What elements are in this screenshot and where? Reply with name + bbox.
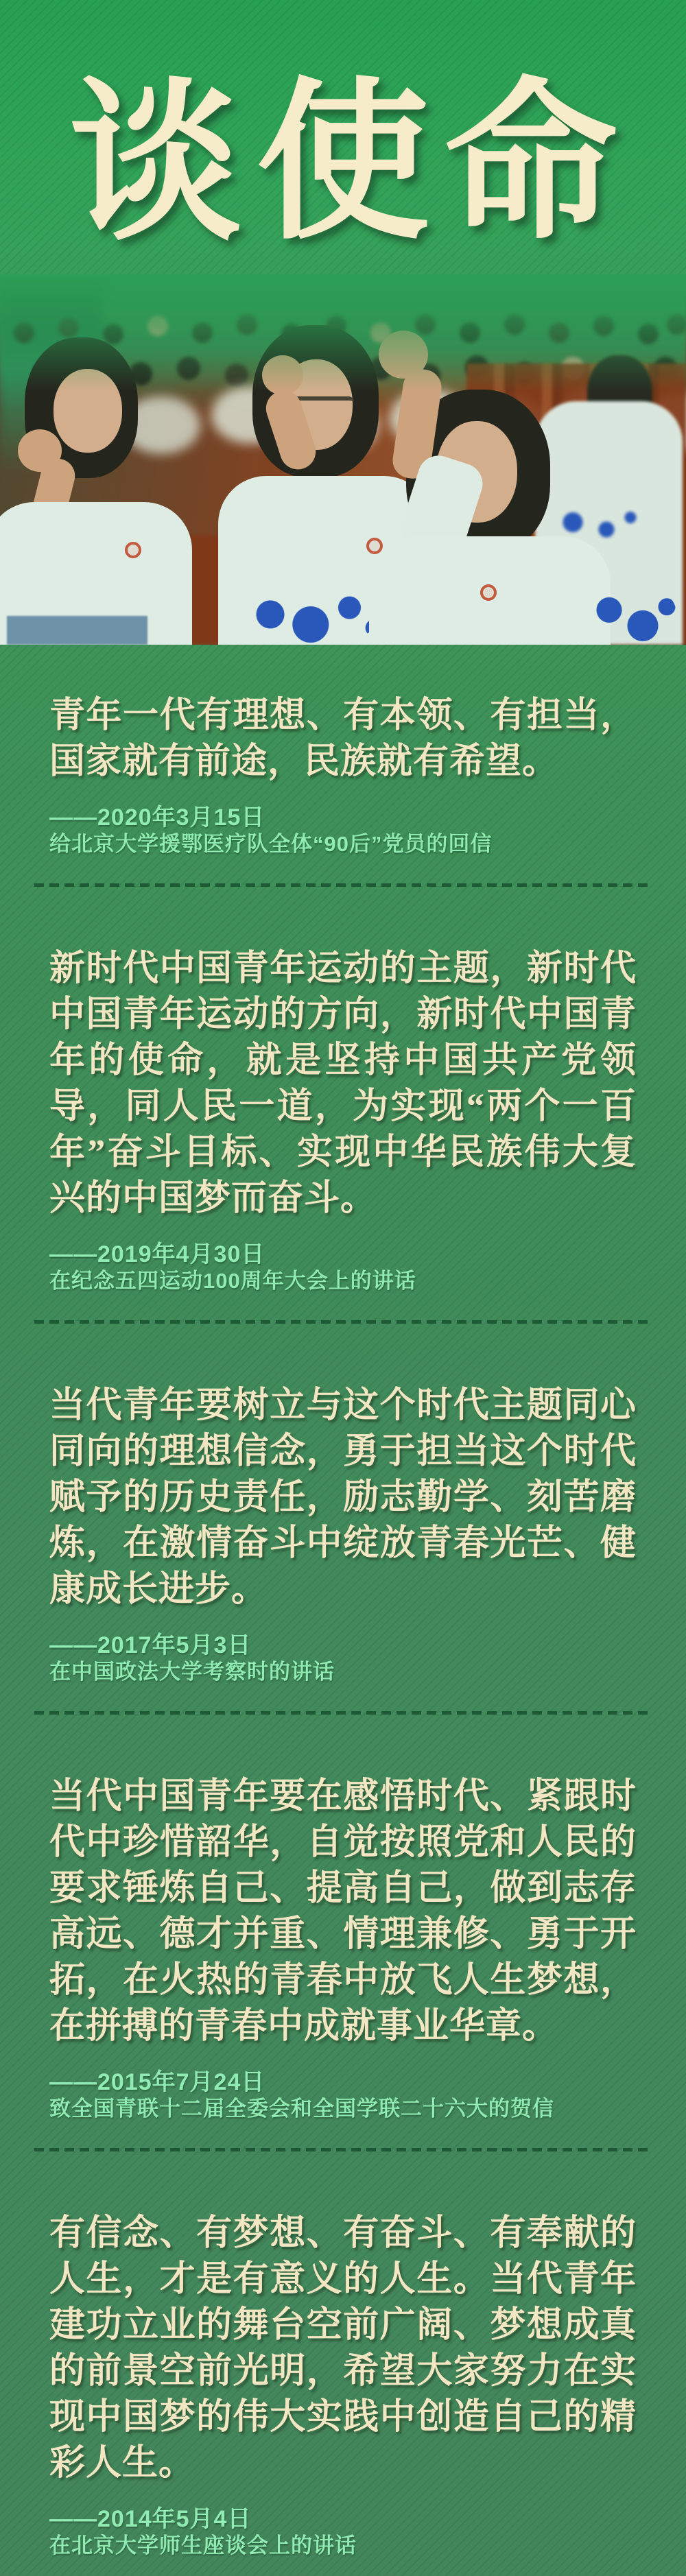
quote-date: ——2020年3月15日: [49, 804, 265, 831]
quote-source: 给北京大学援鄂医疗队全体“90后”党员的回信: [49, 832, 493, 856]
quote-text: 新时代中国青年运动的主题，新时代中国青年运动的方向，新时代中国青年的使命，就是坚持中国共产党领导，同人民一道，为实现“两个一百年”奋斗目标、实现中华民族伟大复兴的中国梦而奋斗。: [49, 949, 637, 1218]
quote-text: 青年一代有理想、有本领、有担当，国家就有前途，民族就有希望。: [49, 696, 637, 781]
quote-date: ——2015年7月24日: [49, 2069, 265, 2095]
photo-top-green-blend: [0, 274, 686, 391]
dashed-divider: [34, 2148, 652, 2151]
dashed-divider: [34, 883, 652, 887]
quote-block-2017: [49, 1383, 637, 1715]
quote-source: 在中国政法大学考察时的讲话: [49, 1660, 335, 1684]
quote-source: 在北京大学师生座谈会上的讲话: [49, 2533, 357, 2557]
quote-block-2015: [49, 1774, 637, 2151]
poster-title: 谈使命: [68, 68, 632, 260]
quote-text: 有信念、有梦想、有奋斗、有奉献的人生，才是有意义的人生。当代青年建功立业的舞台空前广阔、梦想成真的前景空前光明，希望大家努力在实现中国梦的伟大实践中创造自己的精彩人生。: [49, 2214, 637, 2483]
quote-block-2020: [49, 693, 637, 887]
quote-text: 当代中国青年要在感悟时代、紧跟时代中珍惜韶华，自觉按照党和人民的要求锤炼自己、提高自己，做到志存高远、德才并重、情理兼修、勇于开拓，在火热的青春中放飞人生梦想，在拼搏的青春中成就事业华章。: [49, 1777, 637, 2046]
quote-block-2019: [49, 946, 637, 1324]
dashed-divider: [34, 1711, 652, 1715]
quote-date: ——2019年4月30日: [49, 1241, 265, 1267]
quote-text: 当代青年要树立与这个时代主题同心同向的理想信念，勇于担当这个时代赋予的历史责任，励志勤学、刻苦磨炼，在激情奋斗中绽放青春光芒、健康成长进步。: [49, 1386, 637, 1609]
quotes-section: [0, 693, 686, 2576]
oath-ceremony-photo: [0, 274, 686, 645]
quote-source: 在纪念五四运动100周年大会上的讲话: [49, 1269, 416, 1293]
quote-block-2014: [49, 2210, 637, 2576]
quote-date: ——2017年5月3日: [49, 1632, 252, 1658]
quote-source: 致全国青联十二届全委会和全国学联二十六大的贺信: [49, 2097, 554, 2121]
dashed-divider: [34, 1320, 652, 1324]
quote-date: ——2014年5月4日: [49, 2506, 252, 2532]
poster-header: [0, 0, 686, 274]
